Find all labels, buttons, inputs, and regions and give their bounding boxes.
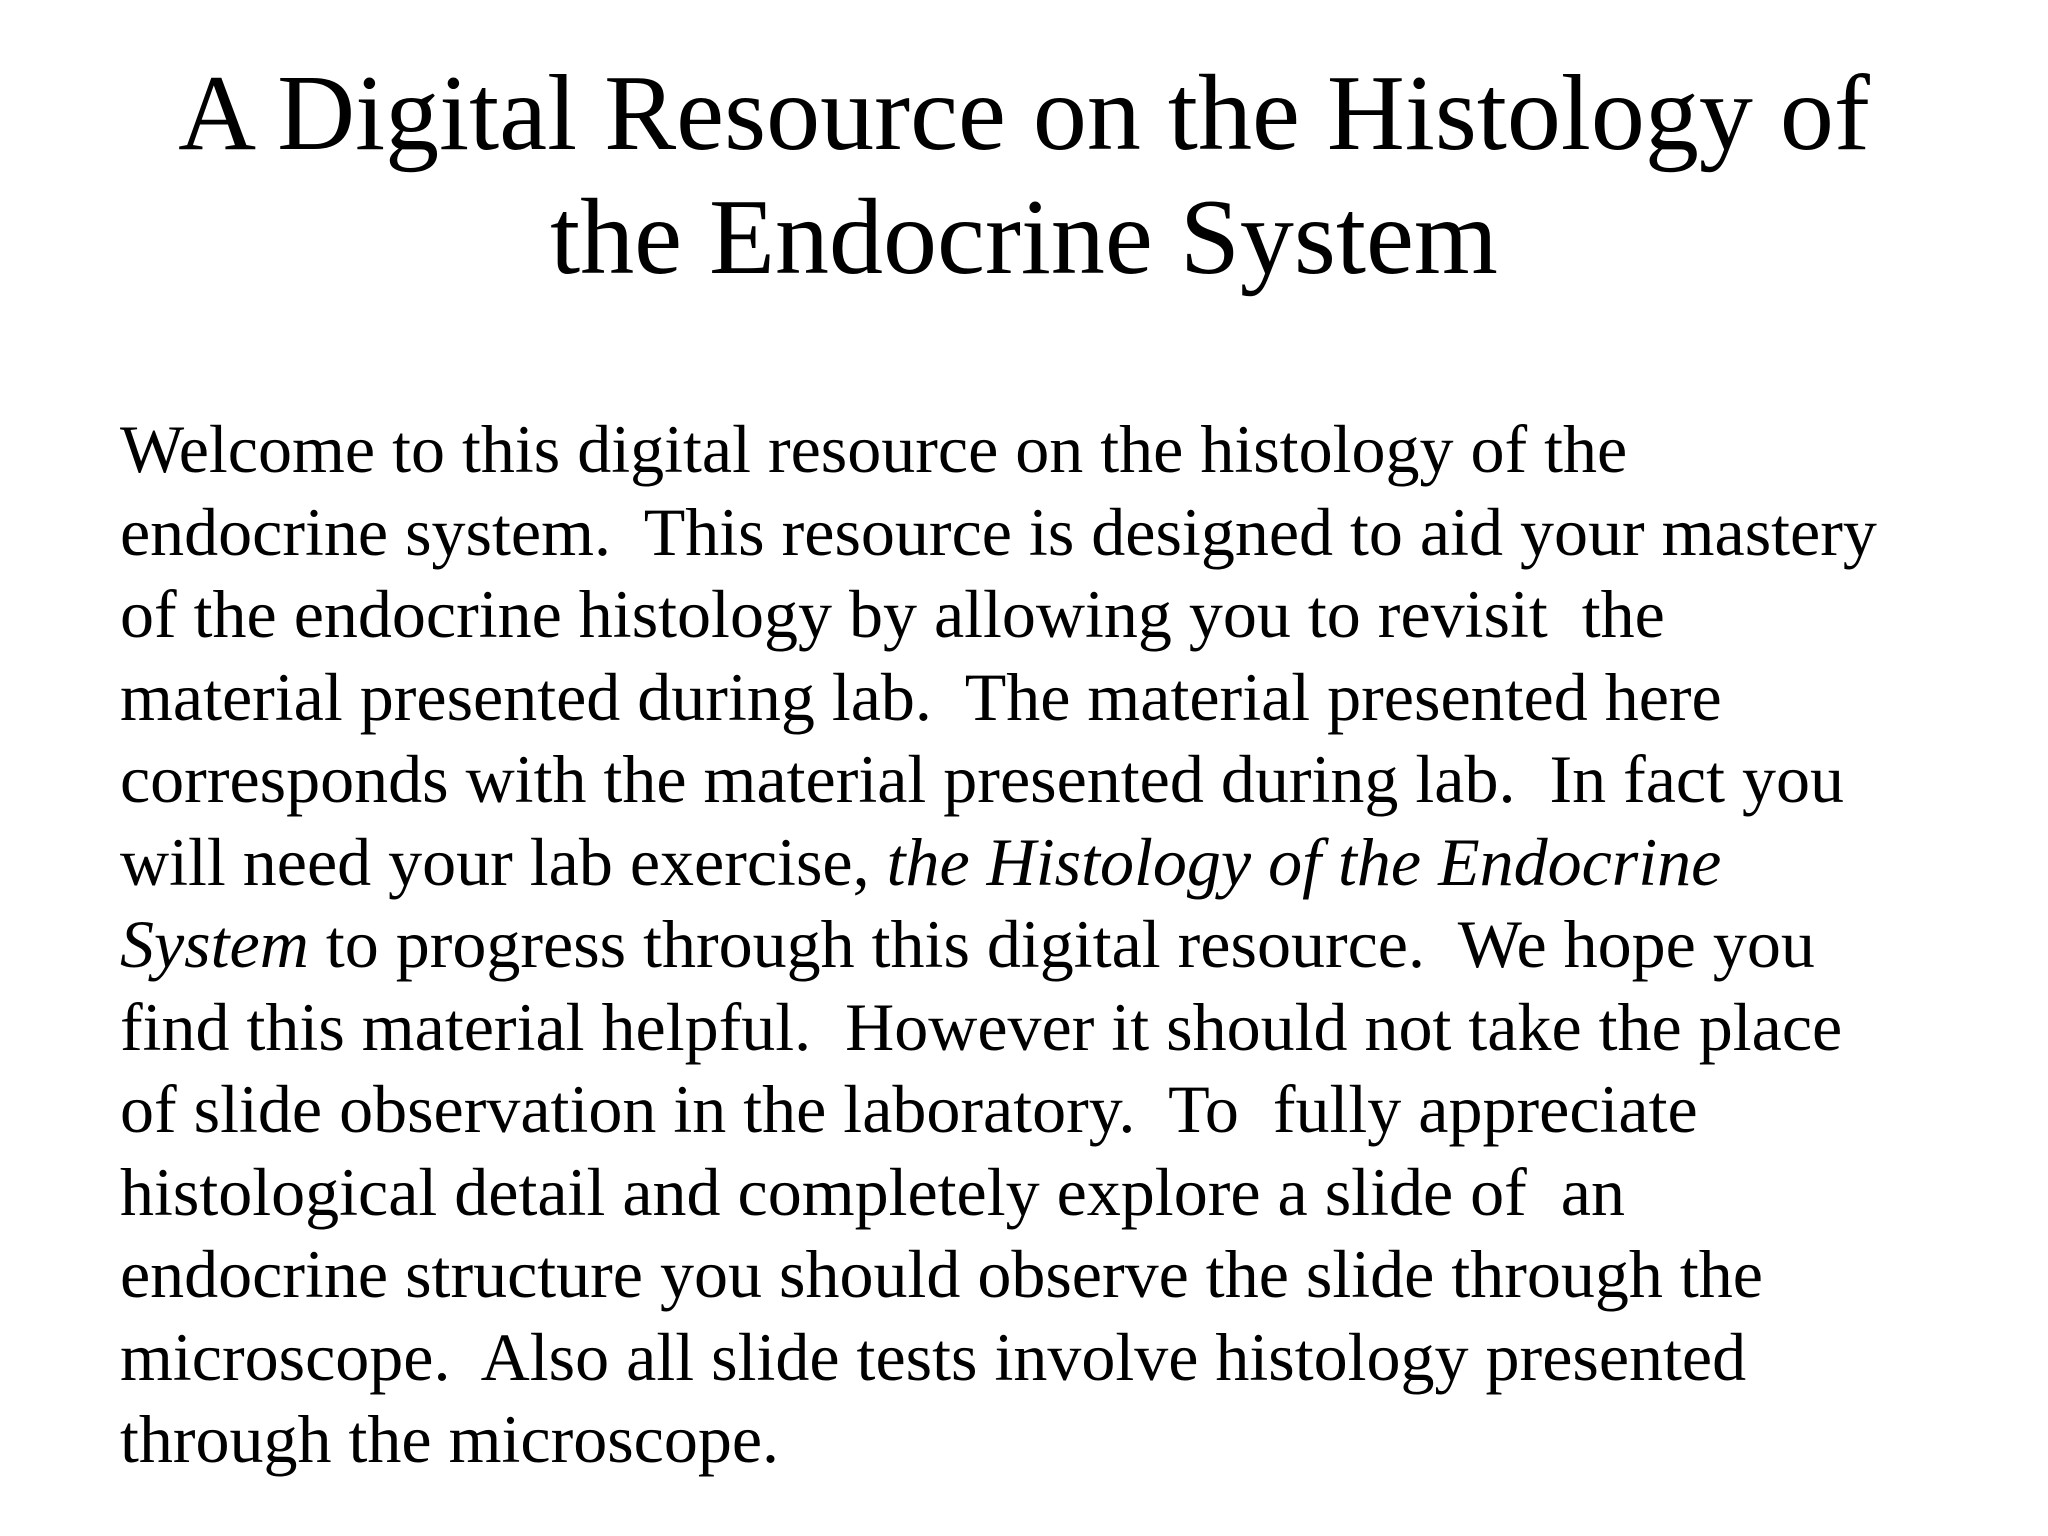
slide-title (0, 52, 2048, 300)
paragraph-line-5: corresponds with the material presented during lab. In fact you (120, 741, 1845, 817)
paragraph-line-6-text: will need your lab exercise, (120, 823, 887, 900)
paragraph-line-8: find this material helpful. However it should not take the place (120, 988, 1843, 1065)
paragraph-line-11: endocrine structure you should observe the slide through the (120, 1236, 1763, 1312)
paragraph-line-2: endocrine system. This resource is designed to aid your mastery (120, 493, 1877, 570)
paragraph-line-12: microscope. Also all slide tests involve histology presented (120, 1318, 1747, 1395)
paragraph-line-7 (120, 903, 1980, 986)
paragraph-line-9: of slide observation in the laboratory. To fully appreciate (120, 1071, 1698, 1147)
paragraph-line-3: of the endocrine histology by allowing you to revisit the (120, 576, 1665, 652)
paragraph-line-6 (120, 821, 1980, 904)
paragraph-line-4: material presented during lab. The material presented here (120, 658, 1722, 735)
title-line-1: A Digital Resource on the Histology of (178, 54, 1870, 173)
intro-paragraph (120, 408, 1980, 1481)
paragraph-line-1: Welcome to this digital resource on the histology of the (120, 411, 1628, 487)
exercise-title-italic-end: System (120, 906, 309, 982)
paragraph-line-13: through the microscope. (120, 1401, 780, 1477)
exercise-title-italic: the Histology of the Endocrine (886, 823, 1722, 900)
title-line-2: the Endocrine System (550, 178, 1498, 297)
paragraph-line-10: histological detail and completely explore a slide of an (120, 1153, 1625, 1230)
paragraph-line-7-text: to progress through this digital resource. We hope you (308, 906, 1815, 982)
